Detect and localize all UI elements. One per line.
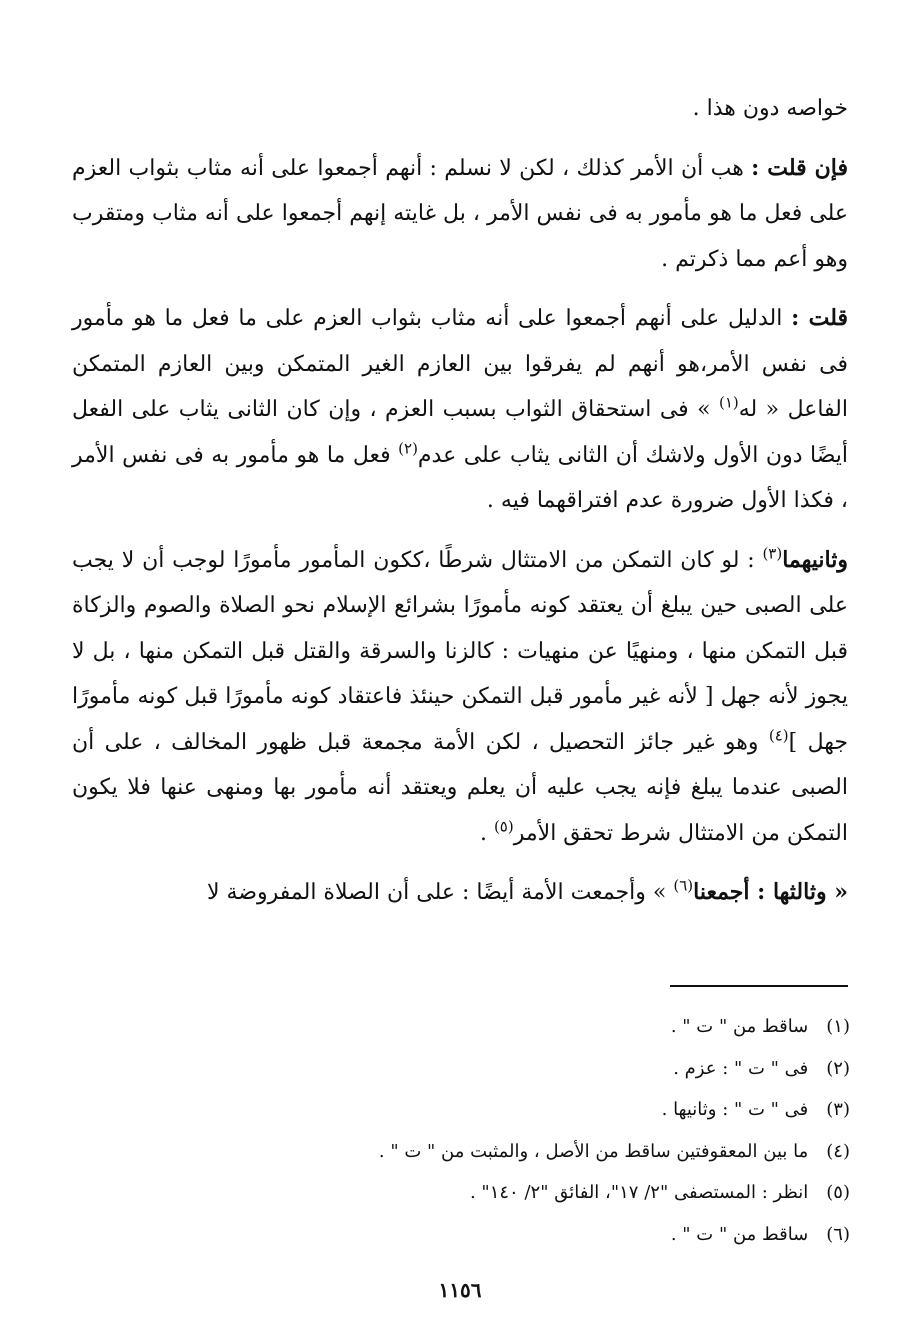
footnote-ref[interactable]: (١) <box>718 393 739 412</box>
footnote-ref[interactable]: (٤) <box>768 726 789 745</box>
footnote-ref[interactable]: (٢) <box>398 439 418 458</box>
footnote-text: ما بين المعقوفتين ساقط من الأصل ، والمثبت من " ت " . <box>378 1140 809 1162</box>
footnote-item <box>72 1172 850 1214</box>
paragraph-text: : لو كان التمكن من الامتثال شرطًا ،ككون المأمور مأمورًا لوجب أن لا يجب على الصبى حين يبلغ أن يعتقد كونه مأمورًا بشرائع الإسلام نحو الصلاة والصوم والزكاة قبل التمكن منها ، ومنهيًا عن منهيات : كالزنا والسرقة والقتل قبل التمكن منها ، بل لا يجوز لأنه جهل [ لأنه غير مأمور قبل التمكن حينئذ فاعتقاد كونه مأمورًا قبل كونه مأمورًا جهل ] <box>72 547 848 755</box>
footnote-number: (٥) <box>826 1182 850 1203</box>
footnote-item <box>72 1006 850 1048</box>
footnote-text: انظر : المستصفى "٢/ ١٧"، الفائق "٢/ ١٤٠" . <box>469 1182 809 1203</box>
main-text <box>72 86 848 930</box>
paragraph-continuation <box>72 86 848 132</box>
paragraph-text: فعل ما هو مأمور به فى نفس الأمر ، فكذا الأول ضرورة عدم افتراقهما فيه . <box>72 442 848 513</box>
paragraph-lead: « وثالثها : أجمعنا <box>693 879 848 905</box>
paragraph-lead: وثانيهما <box>782 546 848 573</box>
footnote-text: ساقط من " ت " . <box>670 1016 809 1037</box>
page-number: ١١٥٦ <box>438 1278 482 1302</box>
paragraph-text: » فى استحقاق الثواب بسبب العزم ، وإن كان الثانى يثاب على الفعل أيضًا دون الأول ولاشك أن الثانى يثاب على عدم <box>72 397 849 468</box>
footnotes-list <box>72 1006 850 1255</box>
paragraph-text: » وأجمعت الأمة أيضًا : على أن الصلاة المفروضة لا <box>207 880 674 905</box>
paragraph-third-argument <box>72 870 848 916</box>
paragraph-text: خواصه دون هذا . <box>692 96 848 121</box>
paragraph-text: هب أن الأمر كذلك ، لكن لا نسلم : أنهم أجمعوا على أنه مثاب بثواب العزم على فعل ما هو مأمور به فى نفس الأمر ، بل غايته إنهم أجمعوا على أنه مثاب ومتقرب وهو أعم مما ذكرتم . <box>72 155 848 272</box>
footnote-number: (٤) <box>826 1140 850 1162</box>
footnote-item <box>72 1131 850 1173</box>
footnote-number: (٦) <box>826 1223 850 1245</box>
paragraph-text: الدليل على أنهم أجمعوا على أنه مثاب بثواب العزم على ما فعل ما هو مأمور فى نفس الأمر،هو أنهم لم يفرقوا بين العازم الغير المتمكن وبين العازم المتمكن الفاعل « له <box>72 306 848 422</box>
paragraph-objection <box>72 146 848 283</box>
footnote-divider <box>670 985 848 987</box>
footnote-item <box>72 1214 850 1256</box>
footnote-text: فى " ت " : وثانيها . <box>661 1099 809 1120</box>
paragraph-lead: قلت : <box>791 305 848 331</box>
footnote-text: فى " ت " : عزم . <box>673 1057 809 1079</box>
footnote-text: ساقط من " ت " . <box>670 1223 809 1245</box>
footnote-ref[interactable]: (٣) <box>762 544 783 563</box>
footnote-number: (١) <box>826 1016 850 1037</box>
footnote-number: (٢) <box>826 1057 850 1079</box>
paragraph-lead: فإن قلت : <box>751 154 849 181</box>
paragraph-text: وهو غير جائز التحصيل ، لكن الأمة مجمعة قبل ظهور المخالف ، على أن الصبى عندما يبلغ فإنه يجب عليه أن يعلم ويعتقد أنه مأمور بها ومنهى عنها فلا يكون التمكن من الامتثال شرط تحقق الأمر <box>72 729 848 846</box>
paragraph-reply <box>72 296 848 524</box>
paragraph-second-argument <box>72 538 848 857</box>
footnote-ref[interactable]: (٦) <box>673 876 694 895</box>
footnote-item <box>72 1089 850 1131</box>
paragraph-text: . <box>479 820 494 846</box>
footnote-number: (٣) <box>826 1099 850 1120</box>
footnote-ref[interactable]: (٥) <box>493 817 514 836</box>
footnote-item <box>72 1048 850 1090</box>
